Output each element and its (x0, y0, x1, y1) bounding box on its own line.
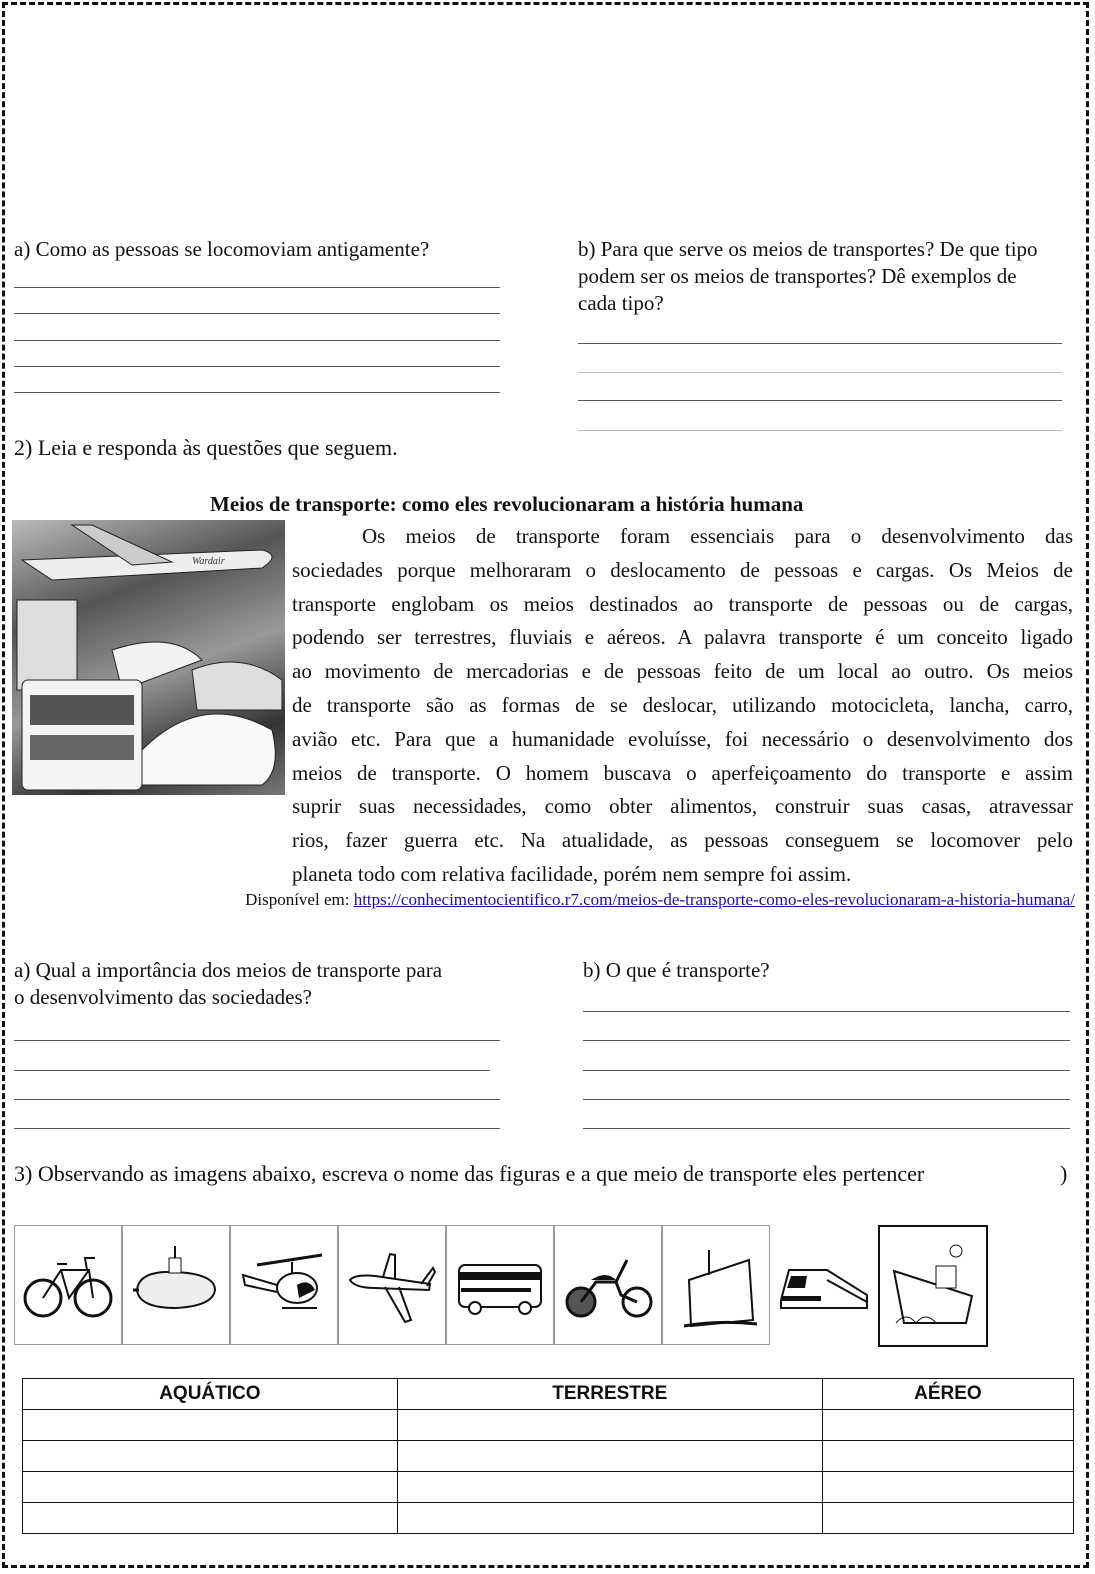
table-row (23, 1410, 1074, 1441)
answer-line[interactable] (578, 430, 1062, 431)
answer-line[interactable] (14, 1128, 500, 1129)
source-link[interactable]: https://conhecimentocientifico.r7.com/meios-de-transporte-como-eles-revolucionaram-a-historia-humana/ (353, 890, 1075, 909)
picture-train (770, 1225, 878, 1345)
source-citation (245, 890, 1075, 910)
answer-line[interactable] (583, 1128, 1070, 1129)
classification-table (22, 1378, 1074, 1534)
paragraph-line: podendo ser terrestres, fluviais e aéreos. A palavra transporte é um conceito ligado (292, 625, 1073, 650)
question-2-heading: 2) Leia e responda às questões que seguem. (14, 435, 398, 460)
header-terrestre: TERRESTRE (397, 1379, 822, 1410)
paragraph-line: meios de transporte. O homem buscava o aperfeiçoamento do transporte e assim (292, 760, 1073, 785)
question-line: a) Qual a importância dos meios de transporte para (14, 958, 443, 982)
paragraph-line: ao movimento de mercadorias e de pessoas feito de um local ao outro. Os meios (292, 659, 1073, 684)
image-label: Wardair (192, 556, 225, 567)
picture-helicopter (230, 1225, 338, 1345)
answer-line[interactable] (578, 400, 1062, 401)
paragraph-line: transporte englobam os meios destinados ao transporte de pessoas ou de cargas, (292, 591, 1073, 616)
question-line: o desenvolvimento das sociedades? (14, 985, 312, 1009)
table-cell[interactable] (397, 1441, 822, 1472)
airplane-icon (345, 1240, 439, 1330)
header-aquatico: AQUÁTICO (23, 1379, 398, 1410)
answer-line[interactable] (14, 287, 500, 288)
table-cell[interactable] (23, 1410, 398, 1441)
paragraph-line: rios, fazer guerra etc. Na atualidade, as pessoas conseguem se locomover pelo (292, 828, 1073, 853)
ship-icon (669, 1240, 763, 1330)
question-line: cada tipo? (578, 291, 664, 315)
table-cell[interactable] (23, 1441, 398, 1472)
question-3-heading-tail: ) (1060, 1161, 1068, 1186)
question-1b (578, 236, 1038, 317)
picture-bus (446, 1225, 554, 1345)
table-cell[interactable] (822, 1472, 1073, 1503)
picture-airplane (338, 1225, 446, 1345)
paragraph-line: sociedades porque melhoraram o deslocamento de pessoas e cargas. Os Meios de (292, 557, 1073, 582)
bus-icon (453, 1240, 547, 1330)
paragraph-line: suprir suas necessidades, como obter alimentos, construir suas casas, atravessar (292, 794, 1073, 819)
answer-line[interactable] (14, 1099, 500, 1100)
answer-line[interactable] (14, 340, 500, 341)
table-cell[interactable] (397, 1410, 822, 1441)
transport-collage-image (12, 520, 285, 795)
answer-line[interactable] (14, 366, 500, 367)
table-cell[interactable] (822, 1410, 1073, 1441)
table-body (23, 1410, 1074, 1534)
vehicle-picture-strip (14, 1225, 988, 1345)
answer-line[interactable] (583, 1070, 1070, 1071)
header-aereo: AÉREO (822, 1379, 1073, 1410)
bicycle-icon (21, 1240, 115, 1330)
table-cell[interactable] (23, 1472, 398, 1503)
paragraph-line: planeta todo com relativa facilidade, porém nem sempre foi assim. (292, 862, 852, 886)
table-header-row (23, 1379, 1074, 1410)
train-icon (777, 1240, 871, 1330)
article-title: Meios de transporte: como eles revolucionaram a história humana (210, 492, 804, 516)
table-cell[interactable] (822, 1441, 1073, 1472)
question-2a (14, 957, 442, 1011)
paragraph-line: avião etc. Para que a humanidade evoluísse, foi necessário o desenvolvimento dos (292, 726, 1073, 751)
picture-ship (662, 1225, 770, 1345)
question-line: b) Para que serve os meios de transportes? De que tipo (578, 237, 1038, 261)
answer-line[interactable] (14, 1070, 490, 1071)
answer-line[interactable] (14, 313, 500, 314)
paragraph-line: Os meios de transporte foram essenciais para o desenvolvimento das (362, 524, 1073, 548)
table-row (23, 1472, 1074, 1503)
table-cell[interactable] (397, 1503, 822, 1534)
helicopter-icon (237, 1240, 331, 1330)
picture-boat (878, 1225, 988, 1347)
paragraph-line: de transporte são as formas de se deslocar, utilizando motocicleta, lancha, carro, (292, 693, 1073, 717)
table-cell[interactable] (397, 1472, 822, 1503)
question-1a: a) Como as pessoas se locomoviam antigamente? (14, 237, 430, 261)
table-row (23, 1503, 1074, 1534)
answer-line[interactable] (14, 1040, 500, 1041)
picture-motorcycle (554, 1225, 662, 1345)
table-cell[interactable] (23, 1503, 398, 1534)
question-3-heading: 3) Observando as imagens abaixo, escreva o nome das figuras e a que meio de transporte eles pertencer (14, 1161, 925, 1186)
source-label: Disponível em: (245, 890, 350, 909)
answer-line[interactable] (578, 372, 1062, 373)
boat-icon (886, 1241, 980, 1331)
table-row (23, 1441, 1074, 1472)
answer-line[interactable] (583, 1099, 1070, 1100)
question-line: podem ser os meios de transportes? Dê exemplos de (578, 264, 1017, 288)
submarine-icon (129, 1240, 223, 1330)
question-2b: b) O que é transporte? (583, 958, 770, 982)
answer-line[interactable] (578, 343, 1062, 344)
answer-line[interactable] (14, 392, 500, 393)
answer-line[interactable] (583, 1011, 1070, 1012)
motorcycle-icon (561, 1240, 655, 1330)
picture-submarine (122, 1225, 230, 1345)
answer-line[interactable] (583, 1040, 1070, 1041)
picture-bicycle (14, 1225, 122, 1345)
table-cell[interactable] (822, 1503, 1073, 1534)
